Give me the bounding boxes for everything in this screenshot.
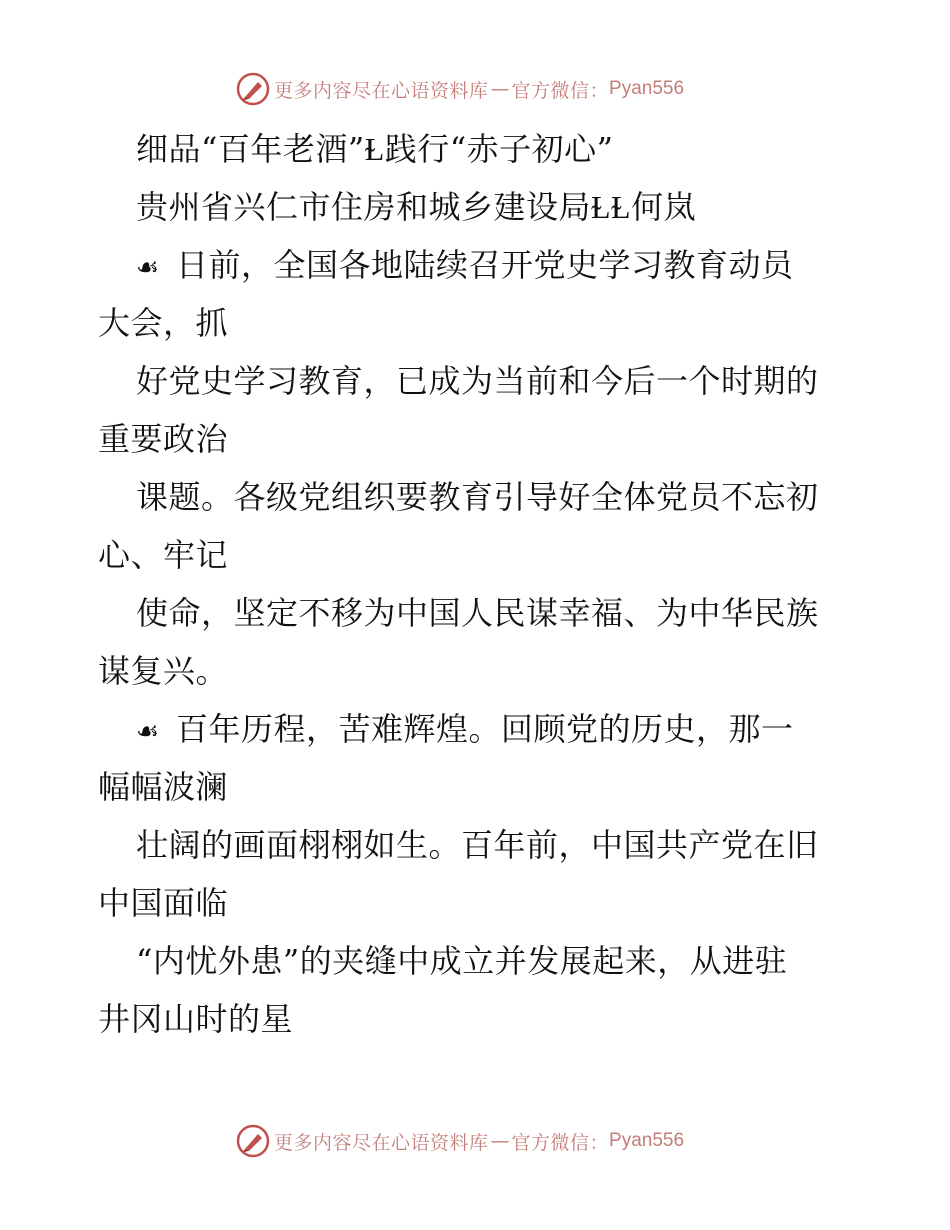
document-author: 贵州省兴仁市住房和城乡建设局ⱢⱢ何岚 (136, 188, 697, 226)
watermark-dash: — (490, 78, 510, 100)
paragraph-line: 心、牢记 (98, 536, 229, 574)
watermark-label: 官方微信： (511, 1131, 610, 1154)
watermark-label: 官方微信： (511, 79, 610, 102)
paragraph-line: ☙ 百年历程，苦难辉煌。回顾党的历史，那一 (98, 700, 858, 758)
fleuron-bullet-icon: ☙ (136, 716, 160, 747)
watermark-text: 更多内容尽在心语资料库 (274, 1131, 489, 1154)
watermark-text: 更多内容尽在心语资料库 (274, 79, 489, 102)
paragraph-line: ☙ 日前，全国各地陆续召开党史学习教育动员 (98, 236, 858, 294)
paragraph-line: 使命，坚定不移为中国人民谋幸福、为中华民族 (136, 594, 819, 632)
paragraph-line: 好党史学习教育，已成为当前和今后一个时期的 (136, 362, 819, 400)
watermark-id: Pyan556 (609, 1130, 685, 1151)
paragraph-line: 谋复兴。 (98, 652, 229, 690)
watermark-dash: — (490, 1130, 510, 1152)
paragraph-line: 课题。各级党组织要教育引导好全体党员不忘初 (136, 478, 819, 516)
paragraph-line: 壮阔的画面栩栩如生。百年前，中国共产党在旧 (136, 826, 819, 864)
pen-logo-icon (236, 72, 270, 106)
fleuron-bullet-icon: ☙ (136, 252, 160, 283)
paragraph-line: 重要政治 (98, 420, 229, 458)
document-body (98, 120, 858, 1048)
footer-watermark (236, 1124, 684, 1158)
paragraph-line: 中国面临 (98, 884, 229, 922)
paragraph-line: 幅幅波澜 (98, 768, 229, 806)
watermark-id: Pyan556 (609, 78, 685, 99)
header-watermark (236, 72, 684, 106)
paragraph-line: “内忧外患”的夹缝中成立并发展起来，从进驻 (136, 942, 788, 980)
paragraph-line: 井冈山时的星 (98, 1000, 294, 1038)
document-title: 细品“百年老酒”Ɫ践行“赤子初心” (136, 130, 614, 168)
pen-logo-icon (236, 1124, 270, 1158)
paragraph-line: 大会，抓 (98, 304, 229, 342)
